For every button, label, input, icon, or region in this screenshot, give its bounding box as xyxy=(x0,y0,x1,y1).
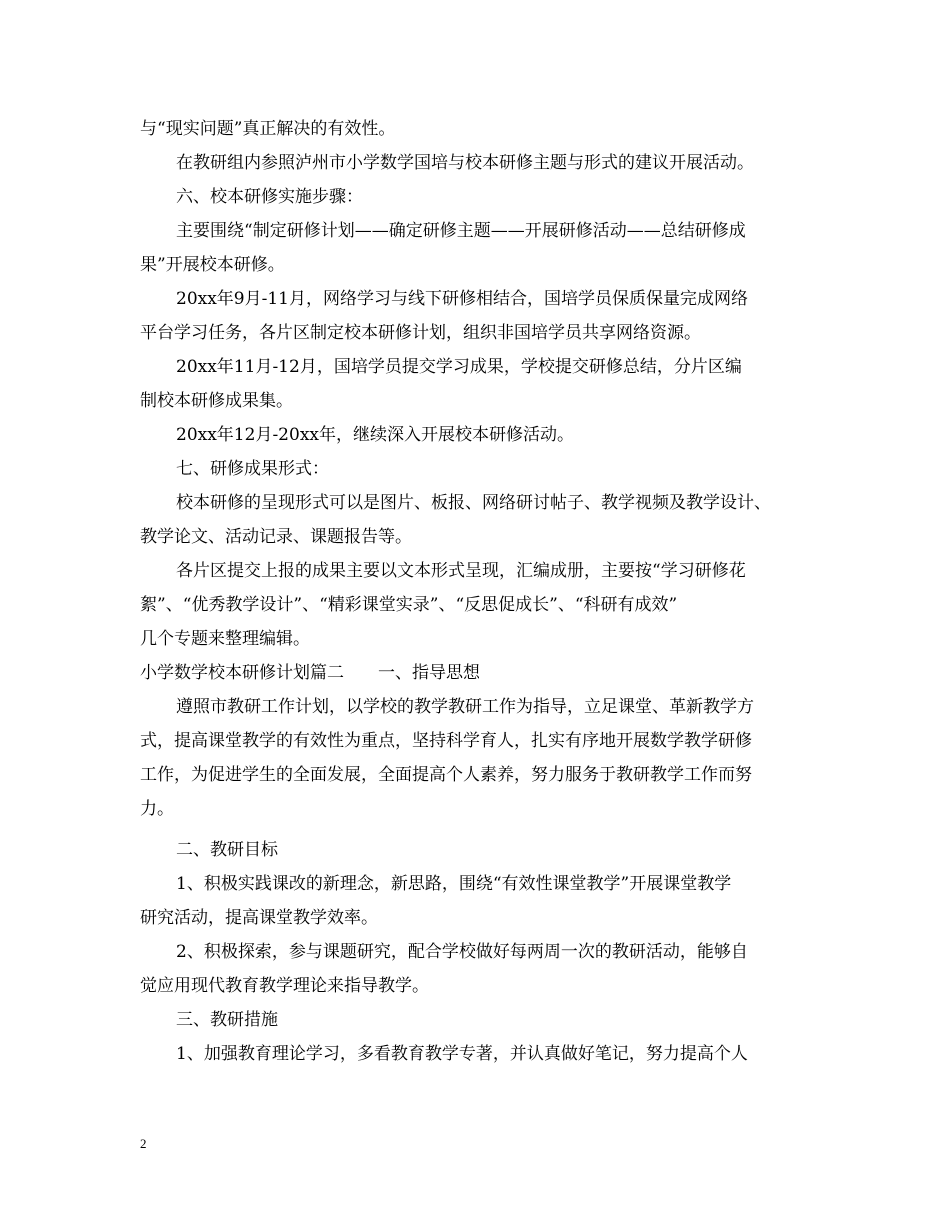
section-heading-7: 七、研修成果形式： xyxy=(176,459,329,479)
text-line: 教学论文、活动记录、课题报告等。 xyxy=(140,527,412,547)
text-line: 20xx年12月-20xx年，继续深入开展校本研修活动。 xyxy=(176,425,574,445)
section-heading-teaching-measures: 三、教研措施 xyxy=(176,1010,278,1030)
text-line: 制校本研修成果集。 xyxy=(140,391,293,411)
text-line: 与“现实问题”真正解决的有效性。 xyxy=(140,119,396,139)
text-line: 校本研修的呈现形式可以是图片、板报、网络研讨帖子、教学视频及教学设计、 xyxy=(176,493,771,513)
text-line: 力。 xyxy=(140,799,174,819)
section-heading-6: 六、校本研修实施步骤： xyxy=(176,187,363,207)
text-line: 式，提高课堂教学的有效性为重点，坚持科学育人，扎实有序地开展数学教学研修 xyxy=(140,731,752,751)
text-line: 主要围绕“制定研修计划——确定研修主题——开展研修活动——总结研修成 xyxy=(176,221,746,241)
text-line: 几个专题来整理编辑。 xyxy=(140,629,310,649)
body-text xyxy=(140,112,830,1071)
text-line: 果”开展校本研修。 xyxy=(140,255,285,275)
section-heading-teaching-goals: 二、教研目标 xyxy=(176,840,278,860)
part-two-title: 小学数学校本研修计划篇二 一、指导思想 xyxy=(140,663,480,683)
text-line: 工作，为促进学生的全面发展，全面提高个人素养，努力服务于教研教学工作而努 xyxy=(140,765,752,785)
text-line: 絮”、“优秀教学设计”、“精彩课堂实录”、“反思促成长”、“科研有成效” xyxy=(140,595,678,615)
text-line: 觉应用现代教育教学理论来指导教学。 xyxy=(140,976,429,996)
page-number: 2 xyxy=(140,1136,147,1151)
text-line: 遵照市教研工作计划，以学校的教学教研工作为指导，立足课堂、革新教学方 xyxy=(176,697,754,717)
text-line: 各片区提交上报的成果主要以文本形式呈现，汇编成册，主要按“学习研修花 xyxy=(176,561,746,581)
text-line: 20xx年11月-12月，国培学员提交学习成果，学校提交研修总结，分片区编 xyxy=(176,357,742,377)
text-line: 研究活动，提高课堂教学效率。 xyxy=(140,908,378,928)
text-line: 在教研组内参照泸州市小学数学国培与校本研修主题与形式的建议开展活动。 xyxy=(176,153,754,173)
text-line: 1、积极实践课改的新理念，新思路，围绕“有效性课堂教学”开展课堂教学 xyxy=(176,874,732,894)
text-line: 20xx年9月-11月，网络学习与线下研修相结合，国培学员保质保量完成网络 xyxy=(176,289,748,309)
text-line: 平台学习任务，各片区制定校本研修计划，组织非国培学员共享网络资源。 xyxy=(140,323,701,343)
text-line: 2、积极探索，参与课题研究，配合学校做好每两周一次的教研活动，能够自 xyxy=(176,942,748,962)
text-line: 1、加强教育理论学习，多看教育教学专著，并认真做好笔记，努力提高个人 xyxy=(176,1044,748,1064)
